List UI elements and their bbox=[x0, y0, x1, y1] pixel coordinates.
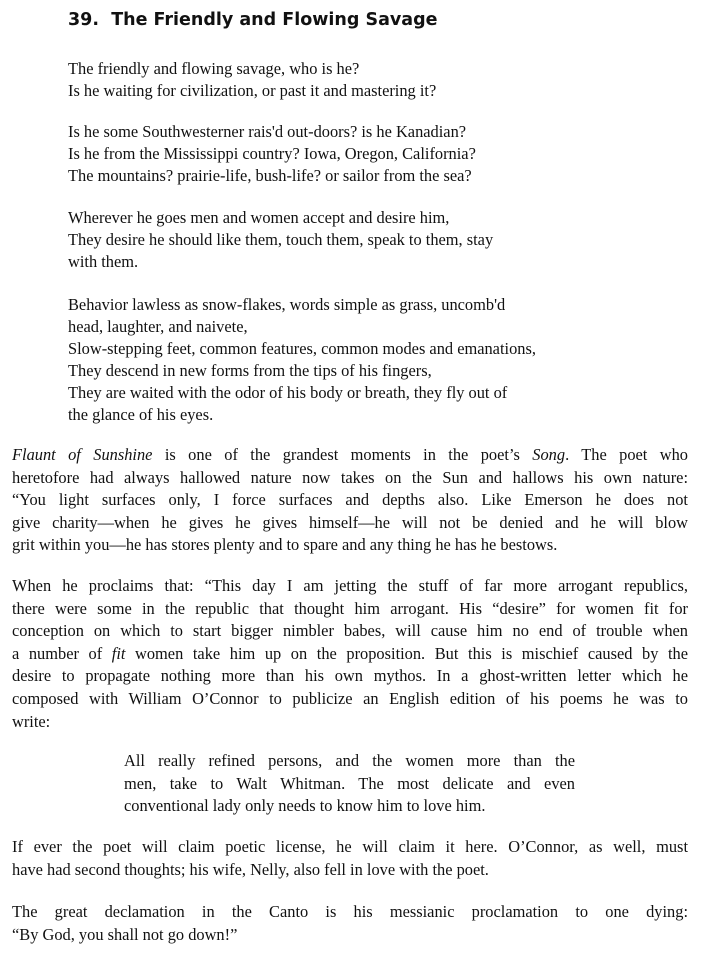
italic-title: Flaunt of Sunshine bbox=[12, 445, 153, 464]
paragraph-proclaims bbox=[12, 575, 688, 733]
paragraph-line: grit within you—he has stores plenty and to spare and any thing he has he bestows. bbox=[12, 535, 558, 555]
paragraph-line: “By God, you shall not go down!” bbox=[12, 924, 238, 944]
poem-line: the glance of his eyes. bbox=[68, 405, 214, 424]
paragraph-line: desire to propagate nothing more than his own mythos. In a ghost-written letter which he bbox=[12, 666, 688, 686]
poem-stanza-3 bbox=[68, 207, 493, 273]
paragraph-line: conception on which to start bigger nimbler babes, will cause him no end of trouble when bbox=[12, 621, 688, 641]
paragraph-line: there were some in the republic that thought him arrogant. His “desire” for women fit for bbox=[12, 598, 688, 618]
poem-stanza-4 bbox=[68, 294, 536, 426]
section-number: 39. bbox=[68, 10, 100, 30]
poem-line: Wherever he goes men and women accept and desire him, bbox=[68, 208, 450, 227]
paragraph-line: composed with William O’Connor to publicize an English edition of his poems he was to bbox=[12, 688, 688, 708]
block-quote bbox=[124, 750, 575, 818]
paragraph-line bbox=[12, 444, 688, 467]
paragraph-declamation bbox=[12, 901, 688, 946]
poem-line: Behavior lawless as snow-flakes, words simple as grass, uncomb'd bbox=[68, 295, 506, 314]
italic-word: fit bbox=[111, 643, 126, 663]
poem-line: with them. bbox=[68, 252, 139, 271]
paragraph-line: When he proclaims that: “This day I am jetting the stuff of far more arrogant republics, bbox=[12, 576, 688, 595]
section-heading bbox=[68, 10, 438, 30]
quote-line: All really refined persons, and the women more than the bbox=[124, 751, 575, 770]
poem-stanza-2 bbox=[68, 121, 476, 187]
paragraph-line: have had second thoughts; his wife, Nelly, also fell in love with the poet. bbox=[12, 859, 489, 879]
section-title: The Friendly and Flowing Savage bbox=[111, 10, 438, 30]
quote-line: conventional lady only needs to know him to love him. bbox=[124, 796, 486, 816]
poem-line: Is he from the Mississippi country? Iowa, Oregon, California? bbox=[68, 144, 476, 163]
poem-line: They descend in new forms from the tips of his fingers, bbox=[68, 361, 432, 380]
paragraph-poetic-license bbox=[12, 836, 688, 881]
paragraph-line: heretofore had always hallowed nature now takes on the Sun and hallows his own nature: bbox=[12, 467, 688, 487]
poem-line: Is he waiting for civilization, or past it and mastering it? bbox=[68, 81, 437, 100]
poem-line: They desire he should like them, touch them, speak to them, stay bbox=[68, 230, 494, 249]
quote-line: men, take to Walt Whitman. The most delicate and even bbox=[124, 773, 575, 793]
text-run: a number of bbox=[12, 643, 112, 663]
paragraph-line: write: bbox=[12, 711, 51, 731]
italic-title: Song bbox=[532, 445, 566, 464]
poem-line: head, laughter, and naivete, bbox=[68, 317, 248, 336]
poem-line: Is he some Southwesterner rais'd out-doors? is he Kanadian? bbox=[68, 122, 467, 141]
paragraph-line: If ever the poet will claim poetic license, he will claim it here. O’Connor, as well, must bbox=[12, 837, 688, 856]
paragraph-line bbox=[12, 643, 688, 666]
paragraph-line: The great declamation in the Canto is his messianic proclamation to one dying: bbox=[12, 902, 688, 921]
text-run: . The poet who bbox=[565, 445, 688, 464]
paragraph-line: “You light surfaces only, I force surfaces and depths also. Like Emerson he does not bbox=[12, 490, 688, 510]
poem-line: The mountains? prairie-life, bush-life? or sailor from the sea? bbox=[68, 166, 472, 185]
poem-stanza-1 bbox=[68, 58, 436, 102]
paragraph-flaunt-of-sunshine bbox=[12, 444, 688, 557]
poem-line: Slow-stepping feet, common features, common modes and emanations, bbox=[68, 339, 536, 358]
poem-line: The friendly and flowing savage, who is he? bbox=[68, 59, 360, 78]
text-run: is one of the grandest moments in the poet’s bbox=[152, 445, 533, 464]
poem-line: They are waited with the odor of his body or breath, they fly out of bbox=[68, 383, 508, 402]
text-run: women take him up on the proposition. But this is mischief caused by the bbox=[125, 643, 689, 663]
paragraph-line: give charity—when he gives he gives himself—he will not be denied and he will blow bbox=[12, 512, 688, 532]
